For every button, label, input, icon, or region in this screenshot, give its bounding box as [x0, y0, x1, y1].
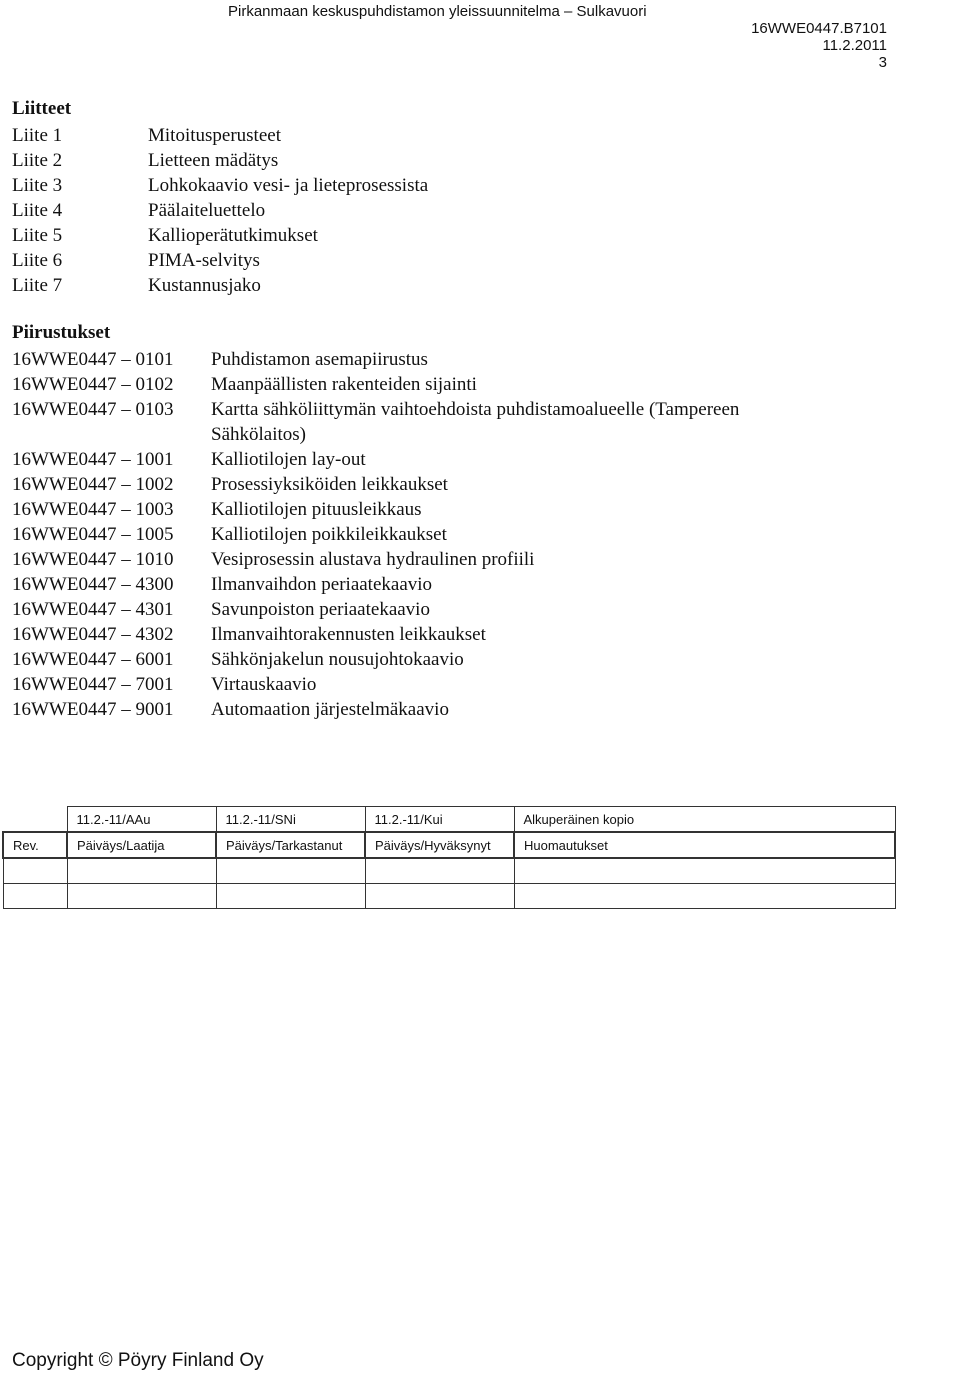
revision-entry-hyvaksynyt: 11.2.-11/Kui: [365, 807, 514, 833]
attachment-desc: Lohkokaavio vesi- ja lieteprosessista: [148, 175, 429, 196]
revision-empty-cell: [514, 884, 895, 909]
drawing-desc: Vesiprosessin alustava hydraulinen profiili: [211, 549, 535, 570]
attachment-code: Liite 3: [12, 175, 63, 196]
attachment-code: Liite 2: [12, 150, 63, 171]
revision-header-rev: Rev.: [3, 832, 67, 858]
revision-entry-row: [3, 807, 895, 833]
attachment-code: Liite 7: [12, 275, 63, 296]
revision-empty-cell: [3, 858, 67, 884]
revision-empty-cell: [365, 858, 514, 884]
drawing-desc: Automaation järjestelmäkaavio: [211, 699, 449, 720]
attachment-desc: PIMA-selvitys: [148, 250, 260, 271]
drawing-desc: Virtauskaavio: [211, 674, 317, 695]
revision-empty-cell: [216, 884, 365, 909]
revision-entry-rev: [3, 807, 67, 833]
drawing-code: 16WWE0447 – 4300: [12, 574, 174, 595]
attachments-title: Liitteet: [12, 98, 72, 119]
revision-entry-tarkastanut: 11.2.-11/SNi: [216, 807, 365, 833]
document-id: 16WWE0447.B7101: [751, 20, 887, 37]
drawing-code: 16WWE0447 – 1005: [12, 524, 174, 545]
page-number: 3: [878, 54, 887, 71]
revision-header-hyvaksynyt: Päiväys/Hyväksynyt: [365, 832, 514, 858]
revision-entry-huomautukset: Alkuperäinen kopio: [514, 807, 895, 833]
attachment-code: Liite 1: [12, 125, 63, 146]
drawing-code: 16WWE0447 – 6001: [12, 649, 174, 670]
attachment-code: Liite 5: [12, 225, 63, 246]
drawing-code: 16WWE0447 – 1010: [12, 549, 174, 570]
drawing-desc: Sähkönjakelun nousujohtokaavio: [211, 649, 464, 670]
drawing-desc: Kalliotilojen poikkileikkaukset: [211, 524, 447, 545]
attachment-desc: Lietteen mädätys: [148, 150, 279, 171]
drawing-desc: Prosessiyksiköiden leikkaukset: [211, 474, 448, 495]
drawing-desc: Savunpoiston periaatekaavio: [211, 599, 430, 620]
drawing-code: 16WWE0447 – 0103: [12, 399, 174, 420]
drawing-code: 16WWE0447 – 7001: [12, 674, 174, 695]
revision-empty-row: [3, 858, 895, 884]
drawing-desc: Kalliotilojen pituusleikkaus: [211, 499, 422, 520]
drawing-code: 16WWE0447 – 1001: [12, 449, 174, 470]
revision-empty-cell: [67, 884, 216, 909]
revision-header-tarkastanut: Päiväys/Tarkastanut: [216, 832, 365, 858]
drawing-desc: Ilmanvaihtorakennusten leikkaukset: [211, 624, 486, 645]
attachment-code: Liite 4: [12, 200, 63, 221]
revision-empty-cell: [514, 858, 895, 884]
drawing-code: 16WWE0447 – 0101: [12, 349, 174, 370]
revision-empty-cell: [365, 884, 514, 909]
revision-entry-laatija: 11.2.-11/AAu: [67, 807, 216, 833]
copyright-footer: Copyright © Pöyry Finland Oy: [12, 1350, 264, 1371]
document-date: 11.2.2011: [822, 37, 887, 54]
drawing-code: 16WWE0447 – 1002: [12, 474, 174, 495]
drawing-desc: Maanpäällisten rakenteiden sijainti: [211, 374, 477, 395]
drawing-code: 16WWE0447 – 9001: [12, 699, 174, 720]
revision-empty-row: [3, 884, 895, 909]
revision-empty-cell: [216, 858, 365, 884]
revision-header-huomautukset: Huomautukset: [514, 832, 895, 858]
drawing-code: 16WWE0447 – 4301: [12, 599, 174, 620]
revision-header-laatija: Päiväys/Laatija: [67, 832, 216, 858]
drawing-code: 16WWE0447 – 0102: [12, 374, 174, 395]
drawing-desc: Kartta sähköliittymän vaihtoehdoista puhdistamoalueelle (Tampereen: [211, 399, 740, 420]
drawing-desc-continuation: Sähkölaitos): [211, 424, 306, 445]
header-meta: [751, 20, 887, 71]
revision-empty-cell: [3, 884, 67, 909]
header-title: Pirkanmaan keskuspuhdistamon yleissuunnitelma – Sulkavuori: [228, 3, 647, 20]
attachment-desc: Kustannusjako: [148, 275, 261, 296]
drawing-desc: Kalliotilojen lay-out: [211, 449, 366, 470]
revision-header-row: [3, 832, 895, 858]
revision-empty-cell: [67, 858, 216, 884]
attachment-desc: Mitoitusperusteet: [148, 125, 281, 146]
drawing-code: 16WWE0447 – 1003: [12, 499, 174, 520]
drawing-desc: Puhdistamon asemapiirustus: [211, 349, 428, 370]
attachment-code: Liite 6: [12, 250, 63, 271]
drawings-title: Piirustukset: [12, 322, 111, 343]
attachment-desc: Kallioperätutkimukset: [148, 225, 318, 246]
revision-table: [2, 806, 896, 909]
drawing-code: 16WWE0447 – 4302: [12, 624, 174, 645]
drawing-desc: Ilmanvaihdon periaatekaavio: [211, 574, 433, 595]
attachment-desc: Päälaiteluettelo: [148, 200, 266, 221]
